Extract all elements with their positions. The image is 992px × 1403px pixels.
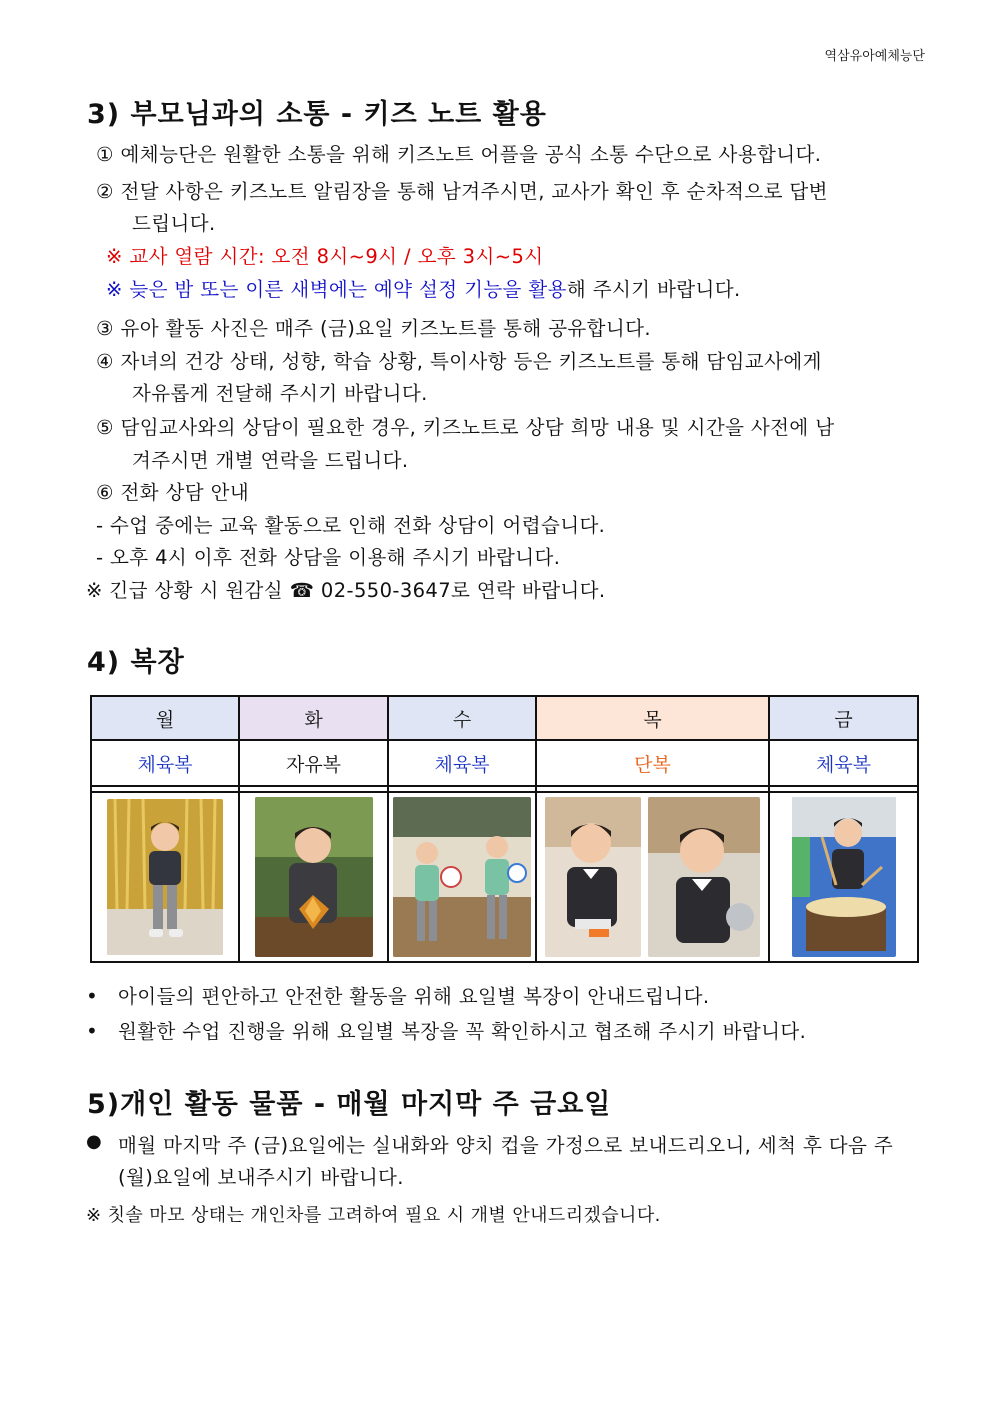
section3-item5-line1: ⑤ 담임교사와의 상담이 필요한 경우, 키즈노트로 상담 희망 내용 및 시간을 사전에 남: [96, 416, 835, 439]
section4-title: 4) 복장: [87, 647, 185, 678]
day-monday: 월: [91, 696, 239, 740]
scheduling-note-highlight: ※ 늦은 밤 또는 이른 새벽에는 예약 설정 기능을 활용: [106, 278, 567, 301]
photo-cell-monday: [91, 792, 239, 962]
photo-cell-friday: [769, 792, 918, 962]
section3-item1: ① 예체능단은 원활한 소통을 위해 키즈노트 어플을 공식 소통 수단으로 사용합니다.: [96, 143, 822, 166]
photo-cell-thursday: [536, 792, 769, 962]
scheduling-note-tail: 해 주시기 바랍니다.: [566, 278, 741, 301]
photo-monday-gym-uniform: [107, 799, 223, 955]
outfit-wednesday: 체육복: [388, 740, 536, 786]
section3-item2-line1: ② 전달 사항은 키즈노트 알림장을 통해 남겨주시면, 교사가 확인 후 순차적으로 답변: [96, 180, 828, 203]
section3-item3: ③ 유아 활동 사진은 매주 (금)요일 키즈노트를 통해 공유합니다.: [96, 317, 651, 340]
photo-tuesday-free-clothes: [255, 797, 373, 957]
bullet-dot-3: ●: [86, 1131, 102, 1152]
day-wednesday: 수: [388, 696, 536, 740]
section3-item4-line1: ④ 자녀의 건강 상태, 성향, 학습 상황, 특이사항 등은 키즈노트를 통해 담임교사에게: [96, 350, 822, 373]
phone-note-1: - 수업 중에는 교육 활동으로 인해 전화 상담이 어렵습니다.: [96, 514, 606, 537]
section3-item4-line2: 자유롭게 전달해 주시기 바랍니다.: [132, 382, 428, 405]
photo-cell-tuesday: [239, 792, 388, 962]
section5-title: 5)개인 활동 물품 - 매월 마지막 주 금요일: [87, 1089, 612, 1120]
section5-line2: (월)요일에 보내주시기 바랍니다.: [118, 1166, 404, 1189]
outfit-thursday: 단복: [536, 740, 769, 786]
photo-wednesday-gym-uniform: [393, 797, 531, 957]
bullet-dot-1: •: [86, 984, 98, 1008]
phone-note-2: - 오후 4시 이후 전화 상담을 이용해 주시기 바랍니다.: [96, 546, 561, 569]
day-thursday: 목: [536, 696, 769, 740]
photo-friday-gym-uniform: [792, 797, 896, 957]
dress-note-1: 아이들의 편안하고 안전한 활동을 위해 요일별 복장이 안내드립니다.: [118, 985, 710, 1008]
dress-code-table: [90, 695, 919, 963]
outfit-monday: 체육복: [91, 740, 239, 786]
day-tuesday: 화: [239, 696, 388, 740]
section3-item6: ⑥ 전화 상담 안내: [96, 481, 250, 504]
section3-item5-line2: 겨주시면 개별 연락을 드립니다.: [132, 449, 409, 472]
viewing-hours-note: ※ 교사 열람 시간: 오전 8시~9시 / 오후 3시~5시: [106, 245, 544, 268]
emergency-contact: ※ 긴급 상황 시 원감실 ☎ 02-550-3647로 연락 바랍니다.: [86, 579, 606, 602]
day-friday: 금: [769, 696, 918, 740]
section3-item2-line2: 드립니다.: [132, 212, 216, 235]
toothbrush-note: ※ 칫솔 마모 상태는 개인차를 고려하여 필요 시 개별 안내드리겠습니다.: [86, 1205, 661, 1226]
section3-title: 3) 부모님과의 소통 - 키즈 노트 활용: [87, 99, 547, 130]
header-org-name: 역삼유아예체능단: [824, 49, 925, 64]
scheduling-note: [106, 278, 741, 302]
photo-thursday-school-uniform-2: [648, 797, 760, 957]
outfit-friday: 체육복: [769, 740, 918, 786]
dress-note-2: 원활한 수업 진행을 위해 요일별 복장을 꼭 확인하시고 협조해 주시기 바랍니다.: [118, 1020, 807, 1043]
photo-thursday-school-uniform-1: [545, 797, 641, 957]
outfit-tuesday: 자유복: [239, 740, 388, 786]
photo-cell-wednesday: [388, 792, 536, 962]
section5-line1: 매월 마지막 주 (금)요일에는 실내화와 양치 컵을 가정으로 보내드리오니, 세척 후 다음 주: [118, 1134, 894, 1157]
bullet-dot-2: •: [86, 1019, 98, 1043]
